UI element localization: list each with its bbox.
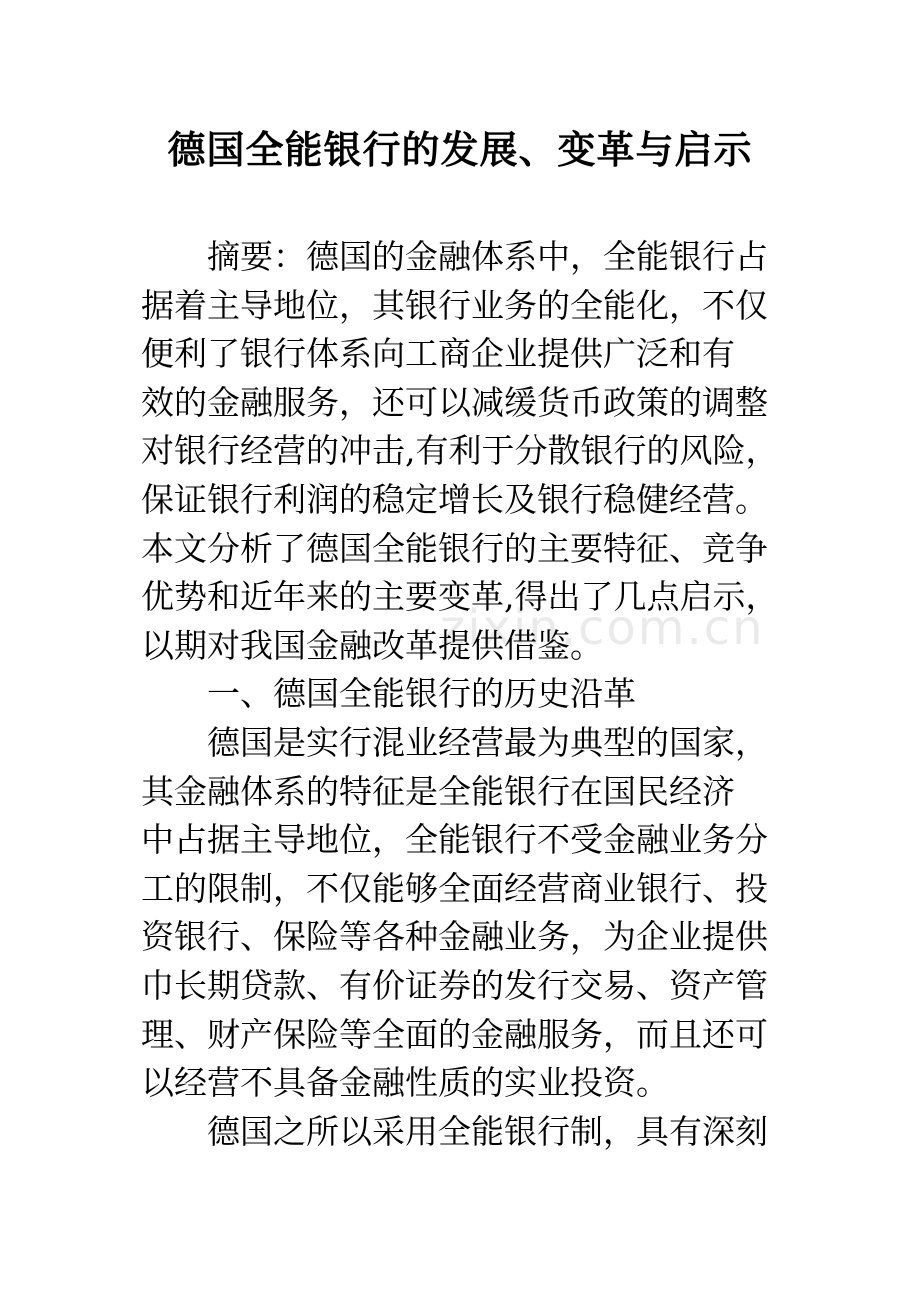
body-line: 保证银行利润的稳定增长及银行稳健经营。 (141, 479, 768, 519)
body-line: 对银行经营的冲击,有利于分散银行的风险， (141, 431, 779, 471)
body-line: 理、财产保险等全面的金融服务，而且还可 (141, 1014, 768, 1054)
body-line: 便利了银行体系向工商企业提供广泛和有 (141, 334, 735, 374)
body-line: 中占据主导地位，全能银行不受金融业务分 (141, 820, 768, 860)
body-line: 以经营不具备金融性质的实业投资。 (141, 1063, 669, 1103)
body-line: 工的限制，不仅能够全面经营商业银行、投 (141, 868, 768, 908)
body-line: 巾长期贷款、有价证券的发行交易、资产管 (141, 965, 768, 1005)
document-body (141, 233, 841, 1156)
body-line: 德国之所以采用全能银行制，具有深刻 (207, 1111, 768, 1151)
watermark-text: zixin.com.cn (440, 600, 765, 656)
body-line: 本文分析了德国全能银行的主要特征、竞争 (141, 528, 768, 568)
body-line: 据着主导地位，其银行业务的全能化，不仅 (141, 285, 768, 325)
body-line: 其金融体系的特征是全能银行在国民经济 (141, 771, 735, 811)
body-line: 效的金融服务，还可以减缓货币政策的调整 (141, 382, 768, 422)
body-line: 优势和近年来的主要变革,得出了几点启示， (141, 577, 779, 617)
body-line: 以期对我国金融改革提供借鉴。 (141, 625, 603, 665)
body-line: 资银行、保险等各种金融业务，为企业提供 (141, 917, 768, 957)
body-line: 摘要：德国的金融体系中，全能银行占 (207, 237, 768, 276)
document-title: 德国全能银行的发展、变革与启示 (167, 127, 753, 172)
body-line: 一、德国全能银行的历史沿革 (207, 674, 636, 714)
body-line: 德国是实行混业经营最为典型的国家， (207, 722, 768, 762)
